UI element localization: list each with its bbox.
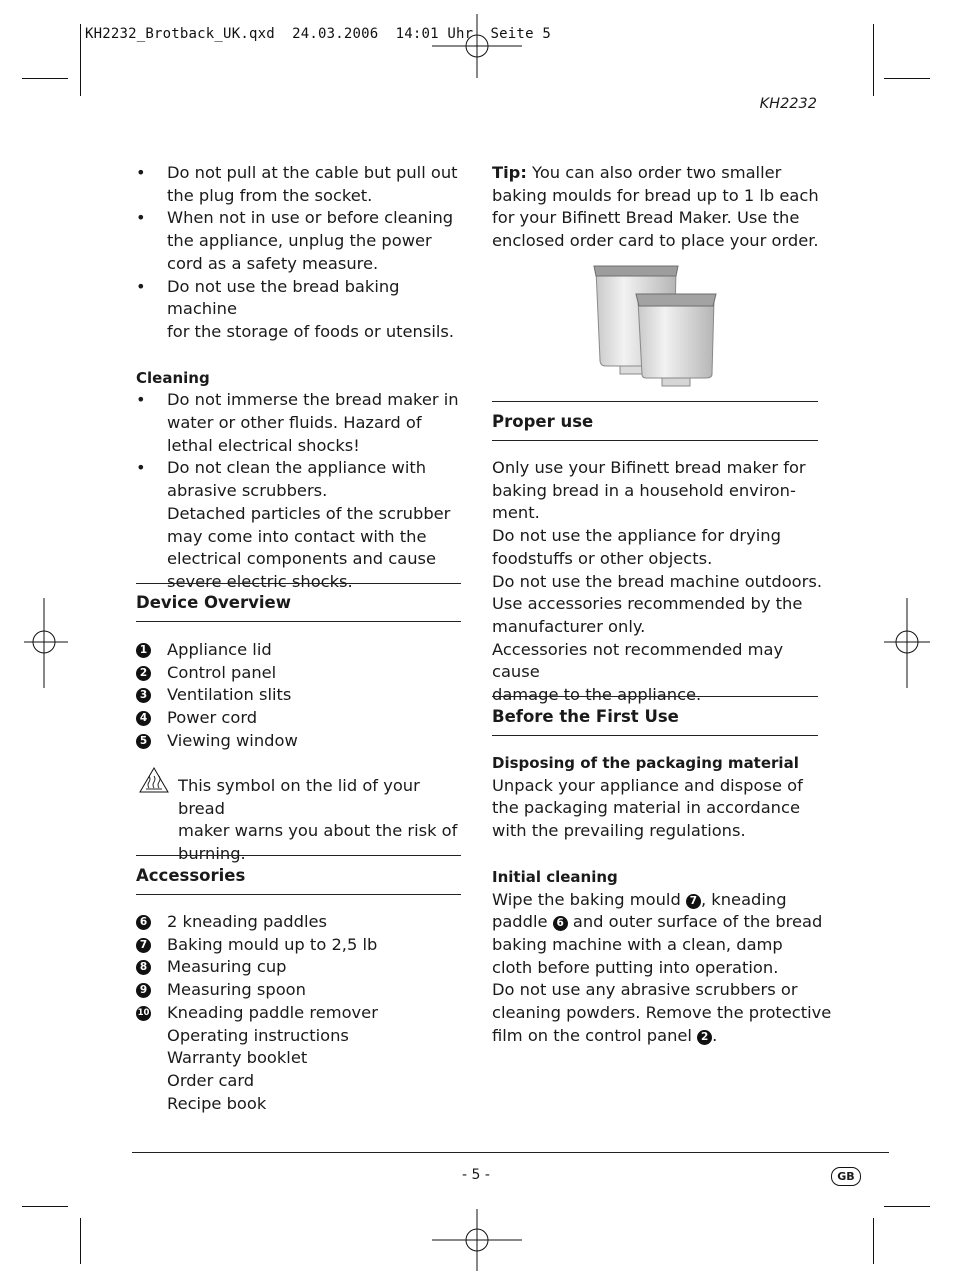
bullet-item bbox=[136, 457, 462, 593]
proper-use-line: Accessories not recommended may cause bbox=[492, 639, 784, 682]
device-overview-list bbox=[136, 639, 462, 753]
bullet-line: Do not use the bread baking machine bbox=[167, 276, 400, 319]
section-divider bbox=[136, 621, 461, 622]
cleaning-bullet-list bbox=[136, 389, 462, 593]
proper-use-line: foodstuffs or other objects. bbox=[492, 548, 713, 568]
numbered-item bbox=[136, 639, 462, 662]
numbered-item bbox=[136, 934, 462, 957]
numbered-item bbox=[136, 730, 462, 753]
bullet-line: the appliance, unplug the power bbox=[167, 231, 432, 251]
number-badge: 6 bbox=[136, 915, 151, 930]
initial-cleaning-line: cleaning powders. Remove the protective bbox=[492, 1003, 832, 1023]
crop-mark bbox=[873, 24, 874, 96]
disposing-line: the packaging material in accordance bbox=[492, 798, 800, 818]
model-number: KH2232 bbox=[759, 96, 817, 112]
footer-rule bbox=[132, 1152, 889, 1153]
crop-mark bbox=[873, 1218, 874, 1264]
bullet-line: the plug from the socket. bbox=[167, 185, 373, 205]
number-badge: 9 bbox=[136, 983, 151, 998]
bullet-line: lethal electrical shocks! bbox=[167, 435, 360, 455]
section-divider bbox=[136, 894, 461, 895]
registration-mark-icon bbox=[432, 0, 522, 90]
warning-line: maker warns you about the risk of bbox=[178, 821, 458, 841]
numbered-item bbox=[136, 911, 462, 934]
disposing-line: with the prevailing regulations. bbox=[492, 821, 746, 841]
accessory-item: Recipe book bbox=[167, 1093, 267, 1113]
crop-mark bbox=[80, 1218, 81, 1264]
number-badge: 4 bbox=[136, 711, 151, 726]
bullet-dot-icon: • bbox=[136, 390, 146, 410]
tip-line: enclosed order card to place your order. bbox=[492, 231, 819, 251]
proper-use-line: Do not use the bread machine outdoors. bbox=[492, 571, 822, 591]
section-divider bbox=[136, 583, 461, 584]
bullet-line: for the storage of foods or utensils. bbox=[167, 321, 455, 341]
first-use-heading: Before the First Use bbox=[492, 707, 679, 726]
number-badge: 8 bbox=[136, 960, 151, 975]
language-badge: GB bbox=[831, 1167, 861, 1186]
proper-use-line: baking bread in a household environ- bbox=[492, 480, 796, 500]
baking-moulds-image bbox=[590, 262, 722, 388]
number-badge: 2 bbox=[136, 666, 151, 681]
crop-mark bbox=[80, 24, 81, 96]
numbered-item bbox=[136, 956, 462, 979]
bullet-line: severe electric shocks. bbox=[167, 571, 353, 591]
item-label: Ventilation slits bbox=[167, 685, 292, 705]
burn-warning-text bbox=[178, 775, 468, 866]
proper-use-text bbox=[492, 457, 832, 707]
registration-mark-icon bbox=[862, 598, 952, 688]
bullet-line: may come into contact with the bbox=[167, 526, 427, 546]
bullet-line: Do not immerse the bread maker in bbox=[167, 390, 459, 410]
section-divider bbox=[136, 855, 461, 856]
number-badge-2: 2 bbox=[697, 1030, 712, 1045]
accessory-item: Warranty booklet bbox=[167, 1048, 308, 1068]
number-badge-7: 7 bbox=[686, 894, 701, 909]
bullet-line: abrasive scrubbers. bbox=[167, 481, 328, 501]
accessories-list bbox=[136, 911, 462, 1115]
item-label: Kneading paddle remover bbox=[167, 1002, 378, 1022]
crop-mark bbox=[22, 1206, 68, 1207]
cleaning-heading: Cleaning bbox=[136, 368, 210, 387]
crop-mark bbox=[884, 1206, 930, 1207]
number-badge: 1 bbox=[136, 643, 151, 658]
bullet-item bbox=[136, 389, 462, 457]
bullet-line: cord as a safety measure. bbox=[167, 253, 379, 273]
numbered-item bbox=[136, 979, 462, 1002]
numbered-item bbox=[136, 662, 462, 685]
bullet-dot-icon: • bbox=[136, 163, 146, 182]
bullet-line: Do not clean the appliance with bbox=[167, 458, 427, 478]
bullet-line: When not in use or before cleaning bbox=[167, 208, 454, 228]
item-label: Control panel bbox=[167, 662, 277, 682]
number-badge-6: 6 bbox=[553, 916, 568, 931]
device-overview-heading: Device Overview bbox=[136, 593, 291, 612]
registration-mark-icon bbox=[432, 1195, 522, 1285]
bullet-line: water or other fluids. Hazard of bbox=[167, 413, 422, 433]
item-label: Baking mould up to 2,5 lb bbox=[167, 934, 378, 954]
initial-cleaning-line: film on the control panel 2 . bbox=[492, 1025, 718, 1045]
bullet-line: electrical components and cause bbox=[167, 549, 437, 569]
tip-paragraph bbox=[492, 162, 832, 253]
number-badge: 3 bbox=[136, 688, 151, 703]
tip-line: baking moulds for bread up to 1 lb each bbox=[492, 185, 819, 205]
safety-bullet-list bbox=[136, 162, 462, 344]
file-slug: KH2232_Brotback_UK.qxd 24.03.2006 14:01 Uhr Seite 5 bbox=[85, 26, 551, 42]
proper-use-line: Use accessories recommended by the bbox=[492, 594, 803, 614]
proper-use-heading: Proper use bbox=[492, 412, 594, 431]
item-label: Appliance lid bbox=[167, 640, 272, 659]
number-badge: 10 bbox=[136, 1006, 151, 1021]
proper-use-line: manufacturer only. bbox=[492, 616, 646, 636]
proper-use-line: Do not use the appliance for drying bbox=[492, 526, 781, 546]
accessory-item: Operating instructions bbox=[167, 1025, 349, 1045]
number-badge: 7 bbox=[136, 938, 151, 953]
initial-cleaning-heading: Initial cleaning bbox=[492, 867, 618, 886]
bullet-dot-icon: • bbox=[136, 276, 146, 296]
left-column bbox=[136, 162, 462, 594]
section-divider bbox=[492, 696, 818, 697]
section-divider bbox=[492, 735, 818, 736]
warning-line: burning. bbox=[178, 844, 246, 864]
bullet-item bbox=[136, 207, 462, 275]
accessory-item: Order card bbox=[167, 1070, 255, 1090]
initial-cleaning-line: baking machine with a clean, damp bbox=[492, 934, 783, 954]
first-use-content bbox=[492, 752, 832, 1047]
bullet-item bbox=[136, 276, 462, 344]
numbered-item bbox=[136, 1002, 462, 1025]
bullet-line: Detached particles of the scrubber bbox=[167, 503, 451, 523]
tip-label: Tip: bbox=[492, 163, 527, 182]
bullet-dot-icon: • bbox=[136, 458, 146, 478]
item-label: Measuring spoon bbox=[167, 980, 306, 1000]
numbered-item bbox=[136, 684, 462, 707]
item-label: Power cord bbox=[167, 708, 258, 728]
item-label: Viewing window bbox=[167, 730, 298, 750]
initial-cleaning-line: Do not use any abrasive scrubbers or bbox=[492, 980, 798, 1000]
proper-use-line: Only use your Bifinett bread maker for bbox=[492, 458, 806, 477]
section-divider bbox=[492, 440, 818, 441]
tip-line: for your Bifinett Bread Maker. Use the bbox=[492, 208, 800, 228]
crop-mark bbox=[884, 78, 930, 79]
section-divider bbox=[492, 401, 818, 402]
numbered-item bbox=[136, 707, 462, 730]
bullet-line: Do not pull at the cable but pull out bbox=[167, 163, 458, 182]
hot-surface-warning-icon bbox=[139, 767, 169, 793]
accessories-heading: Accessories bbox=[136, 866, 246, 885]
initial-cleaning-line: cloth before putting into operation. bbox=[492, 957, 779, 977]
bullet-item bbox=[136, 162, 462, 207]
tip-line: You can also order two smaller bbox=[526, 163, 782, 182]
initial-cleaning-line: paddle 6 and outer surface of the bread bbox=[492, 912, 823, 932]
registration-mark-icon bbox=[0, 598, 90, 688]
disposing-line: Unpack your appliance and dispose of bbox=[492, 775, 803, 795]
page-number: - 5 - bbox=[462, 1167, 490, 1183]
bullet-dot-icon: • bbox=[136, 208, 146, 228]
proper-use-line: damage to the appliance. bbox=[492, 685, 702, 705]
item-label: Measuring cup bbox=[167, 957, 287, 977]
number-badge: 5 bbox=[136, 734, 151, 749]
crop-mark bbox=[22, 78, 68, 79]
disposing-heading: Disposing of the packaging material bbox=[492, 754, 799, 772]
proper-use-line: ment. bbox=[492, 503, 540, 523]
item-label: 2 kneading paddles bbox=[167, 912, 327, 931]
initial-cleaning-line: Wipe the baking mould 7 , kneading bbox=[492, 889, 787, 909]
warning-line: This symbol on the lid of your bread bbox=[178, 776, 420, 818]
